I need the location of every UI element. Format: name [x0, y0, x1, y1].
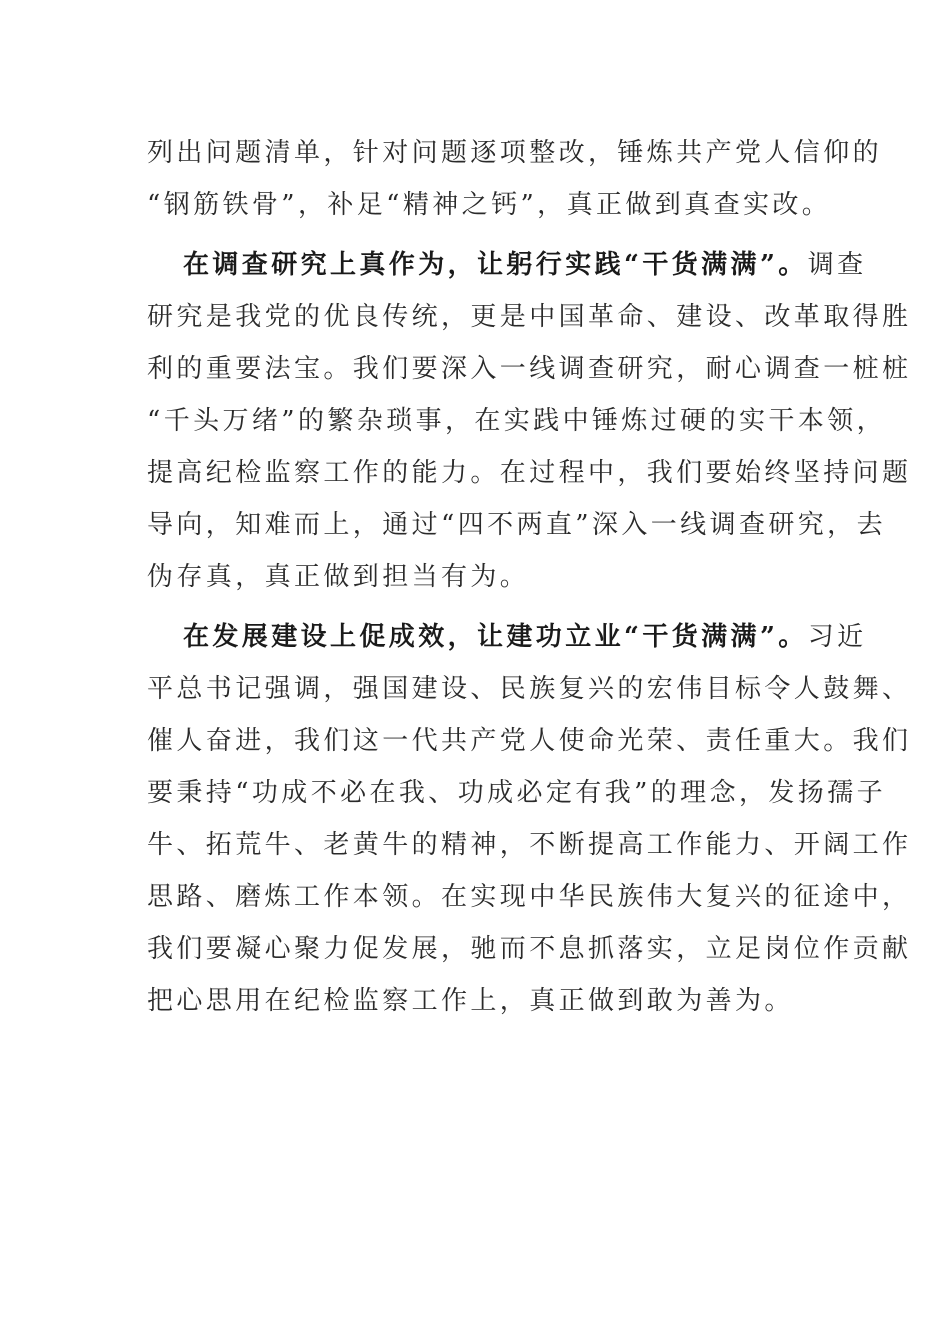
paragraph-3: [147, 611, 912, 1027]
text-line: 思路、磨炼工作本领。在实现中华民族伟大复兴的征途中，: [147, 882, 912, 912]
text-run: 习近: [807, 622, 867, 652]
text-line: 我们要凝心聚力促发展，驰而不息抓落实，立足岗位作贡献: [147, 934, 912, 964]
text-line: 要秉持“功成不必在我、功成必定有我”的理念，发扬孺子: [147, 778, 886, 808]
text-line: 研究是我党的优良传统，更是中国革命、建设、改革取得胜: [147, 302, 912, 332]
text-run: 调查: [807, 250, 867, 280]
paragraph-2: [147, 239, 912, 603]
text-line: “钢筋铁骨”，补足“精神之钙”，真正做到真查实改。: [147, 190, 832, 220]
text-line: 牛、拓荒牛、老黄牛的精神，不断提高工作能力、开阔工作: [147, 830, 912, 860]
text-line: 催人奋进，我们这一代共产党人使命光荣、责任重大。我们: [147, 726, 912, 756]
text-line: 提高纪检监察工作的能力。在过程中，我们要始终坚持问题: [147, 458, 912, 488]
text-line: “千头万绪”的繁杂琐事，在实践中锤炼过硬的实干本领，: [147, 406, 886, 436]
text-line: [147, 611, 867, 663]
text-line: 把心思用在纪检监察工作上，真正做到敢为善为。: [147, 986, 794, 1016]
text-line: 伪存真，真正做到担当有为。: [147, 562, 530, 592]
paragraph-heading: 在调查研究上真作为，让躬行实践“干货满满”。: [183, 250, 808, 280]
text-line: 利的重要法宝。我们要深入一线调查研究，耐心调查一桩桩: [147, 354, 912, 384]
text-line: [147, 239, 867, 291]
text-line: 导向，知难而上，通过“四不两直”深入一线调查研究，去: [147, 510, 886, 540]
paragraph-heading: 在发展建设上促成效，让建功立业“干货满满”。: [183, 622, 808, 652]
document-body: [147, 127, 912, 1027]
text-line: 列出问题清单，针对问题逐项整改，锤炼共产党人信仰的: [147, 138, 883, 168]
text-line: 平总书记强调，强国建设、民族复兴的宏伟目标令人鼓舞、: [147, 674, 912, 704]
paragraph-1: [147, 127, 883, 231]
